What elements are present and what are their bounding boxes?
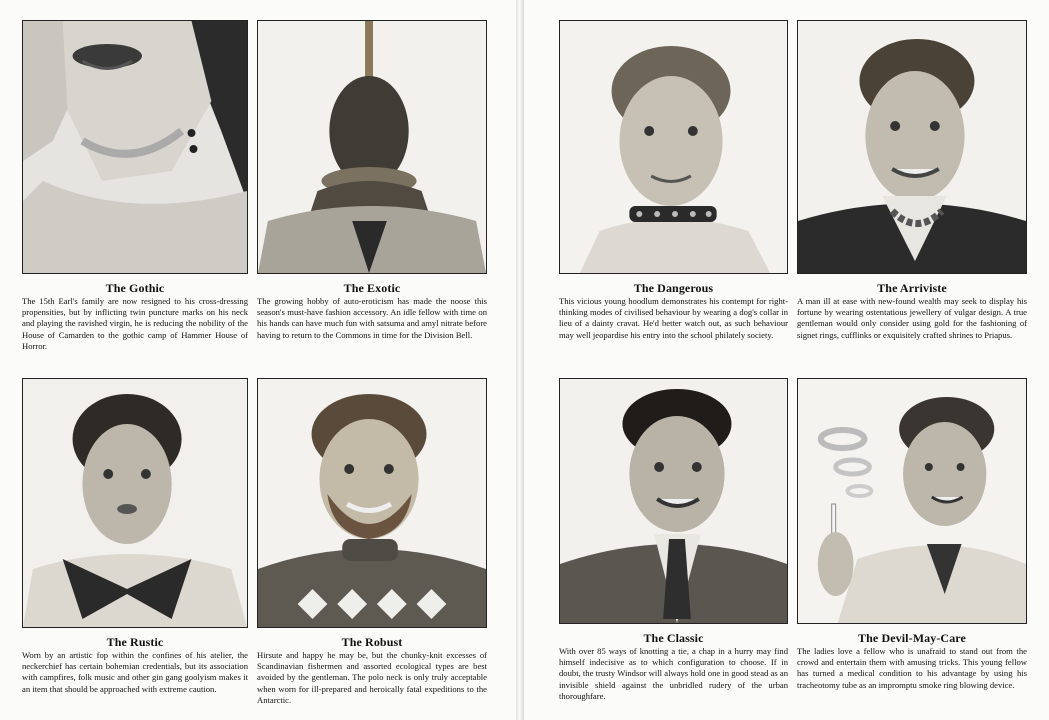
book-gutter bbox=[516, 0, 524, 720]
entry-description: Hirsute and happy he may be, but the chunky-knit excesses of Scandinavian fishermen and assorted ecological types are best avoided by the gentleman. The polo neck is only truly acceptable when worn for ill-prepared and heroically fatal expeditions to the Antarctic. bbox=[257, 650, 487, 705]
entry-title: The Rustic bbox=[106, 635, 164, 649]
entry-description: The ladies love a fellow who is unafraid to stand out from the crowd and entertain them with amusing tricks. This young fellow has turned a medical condition to his advantage by using his tracheotomy tube as an impromptu smoke ring blowing device. bbox=[797, 646, 1027, 690]
man-smoking-photo bbox=[797, 378, 1027, 624]
entry-title: The Devil-May-Care bbox=[858, 631, 966, 645]
entry-description: With over 85 ways of knotting a tie, a chap in a hurry may find himself indecisive as to which configuration to choose. If in doubt, the trusty Windsor will always hold one in good stead as an invisible shield against the unbridled rudery of the urban thoroughfare. bbox=[559, 646, 788, 701]
entry-title: The Arriviste bbox=[877, 281, 947, 295]
entry-description: This vicious young hoodlum demonstrates his contempt for right-thinking modes of civilised behaviour by wearing a dog's collar in lieu of a dainty cravat. He'd better watch out, as such behaviour may well jeopardise his entry into the school philately society. bbox=[559, 296, 788, 340]
entry-title: The Exotic bbox=[343, 281, 401, 295]
entry-description: The growing hobby of auto-eroticism has made the noose this season's must-have fashion accessory. An idle fellow with time on his hands can have much fun with satsuma and amyl nitrate before having to return to the Commons in time for the Division Bell. bbox=[257, 296, 487, 340]
entry-description: Worn by an artistic fop within the confines of his atelier, the neckerchief has certain bohemian credentials, but its association with campfires, folk music and other gin gang goolyism makes it an item that should be approached with extreme caution. bbox=[22, 650, 248, 694]
man-tie-suit-photo bbox=[559, 378, 788, 624]
man-neckerchief-photo bbox=[22, 378, 248, 628]
entry-title: The Gothic bbox=[105, 281, 165, 295]
bearded-man-sweater-photo bbox=[257, 378, 487, 628]
hooded-figure-noose-photo bbox=[257, 20, 487, 274]
boy-spiked-collar-photo bbox=[559, 20, 788, 274]
gothic-woman-photo bbox=[22, 20, 248, 274]
man-gold-chain-photo bbox=[797, 20, 1027, 274]
entry-title: The Robust bbox=[341, 635, 403, 649]
entry-description: A man ill at ease with new-found wealth may seek to display his fortune by wearing ostentatious jewellery of vulgar design. A true gentleman would only consider using gold for the fashioning of signet rings, cufflinks or exquisitely crafted shrines to Priapus. bbox=[797, 296, 1027, 340]
entry-title: The Dangerous bbox=[633, 281, 714, 295]
entry-description: The 15th Earl's family are now resigned to his cross-dressing propensities, but by inflicting twin puncture marks on his neck and playing the ravished virgin, he is reducing the nobility of the House of Camarden to the gothic camp of Hammer House of Horror. bbox=[22, 296, 248, 351]
entry-title: The Classic bbox=[643, 631, 704, 645]
